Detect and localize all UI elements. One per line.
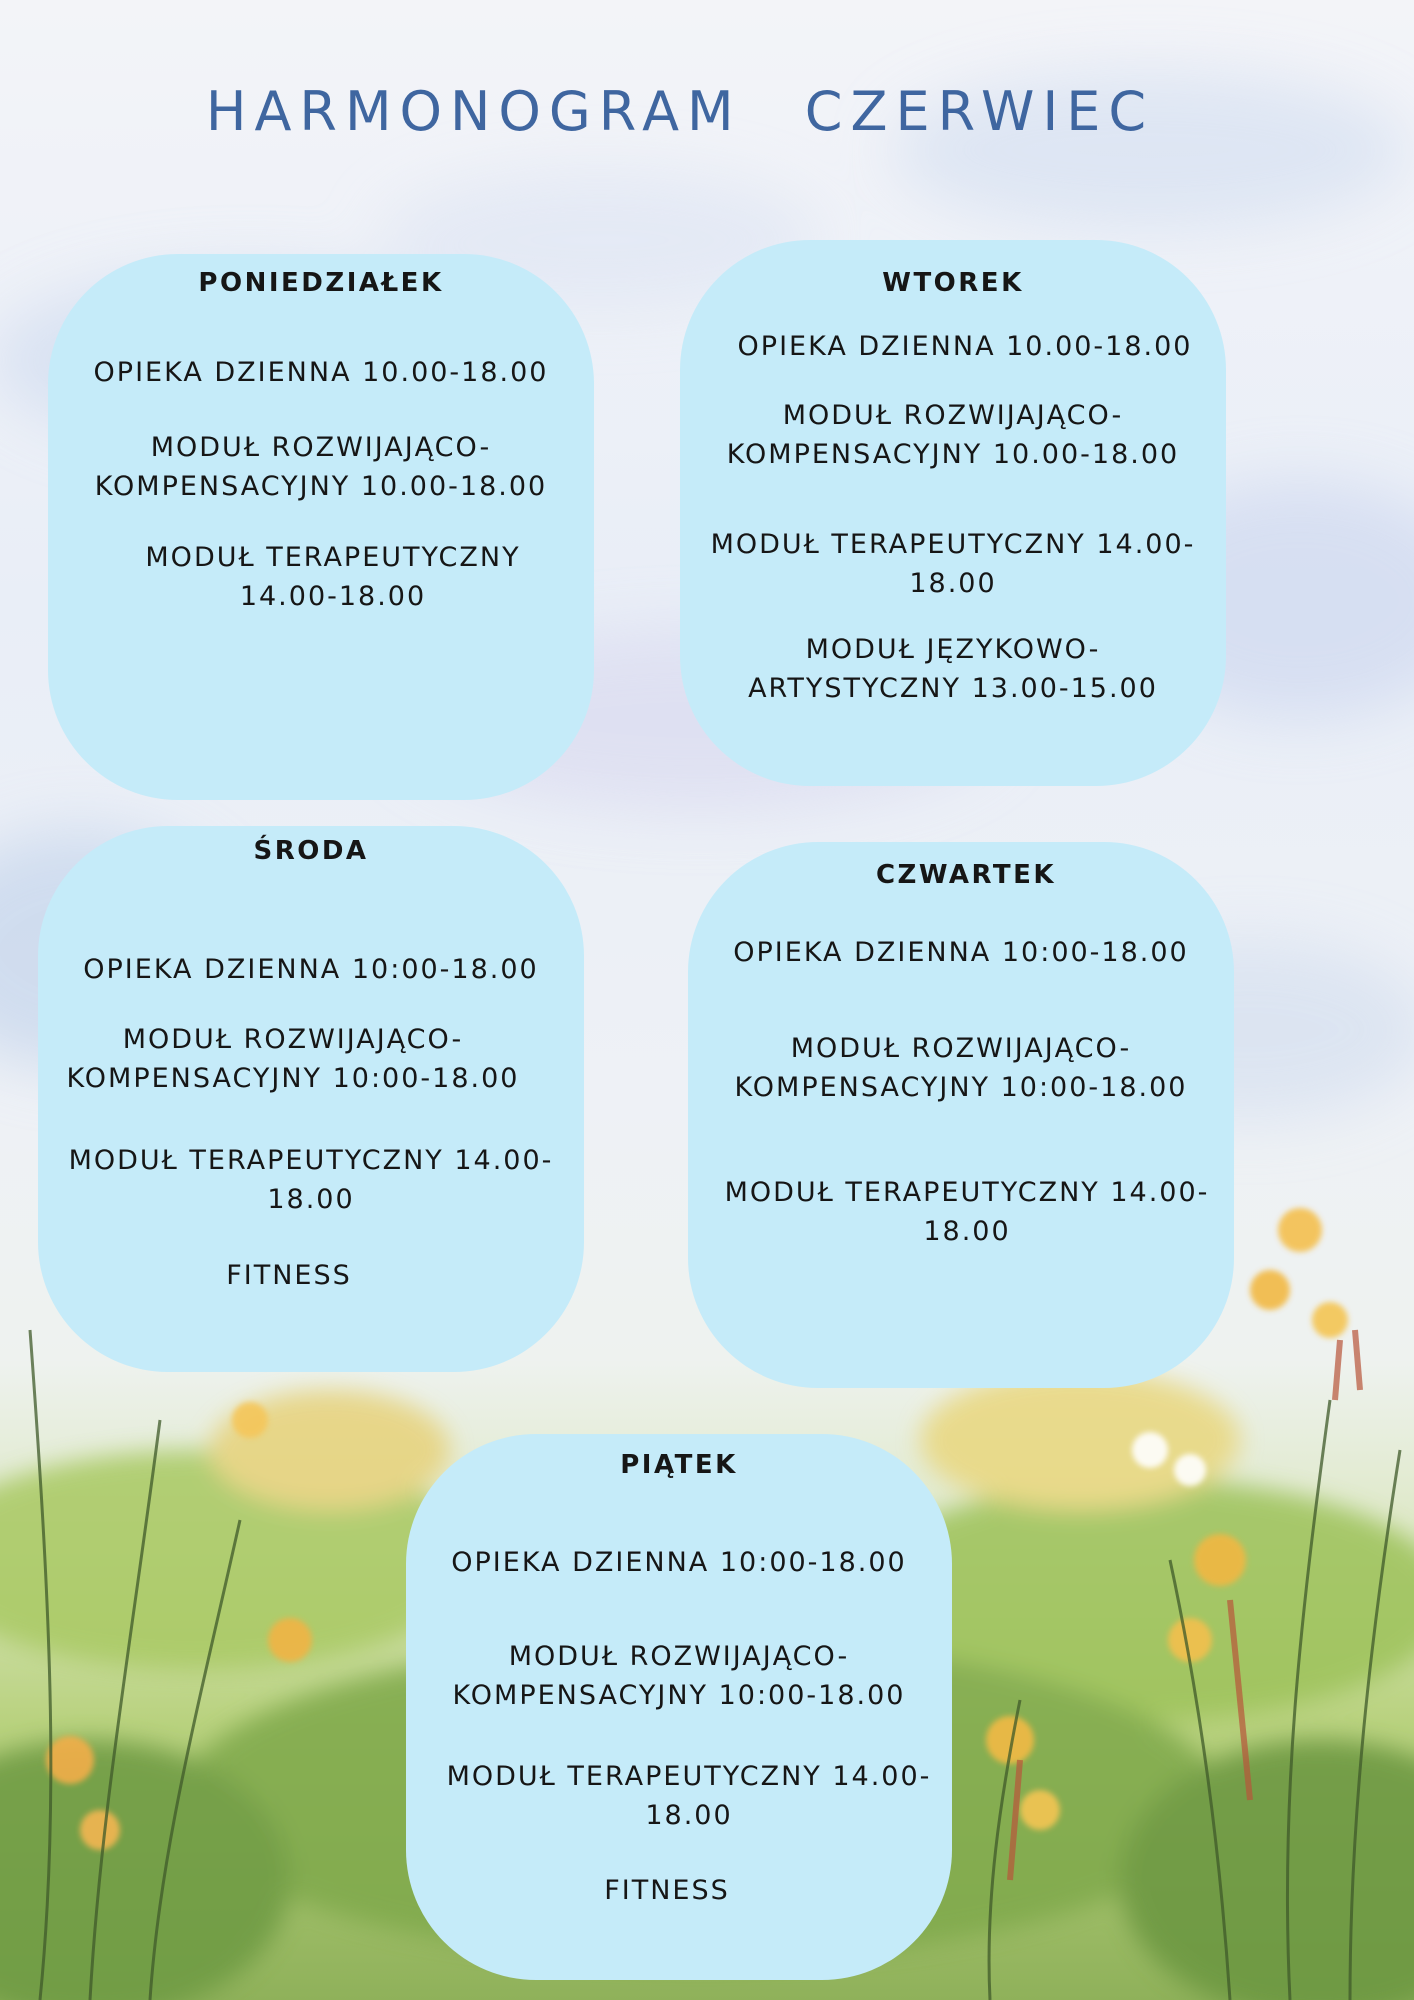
day-card-thursday [688, 842, 1234, 1388]
day-card-tuesday [680, 240, 1226, 786]
schedule-entry: FITNESS [604, 1875, 730, 1906]
schedule-entry: MODUŁ ROZWIJAJĄCO- KOMPENSACYJNY 10:00-18.00 [734, 1033, 1188, 1103]
day-title: CZWARTEK [875, 860, 1057, 890]
schedule-entry: MODUŁ TERAPEUTYCZNY 14.00-18.00 [145, 542, 521, 612]
schedule-entry: MODUŁ TERAPEUTYCZNY 14.00- 18.00 [68, 1145, 554, 1215]
schedule-entry: OPIEKA DZIENNA 10:00-18.00 [451, 1547, 907, 1578]
schedule-entry: MODUŁ TERAPEUTYCZNY 14.00- 18.00 [724, 1177, 1210, 1247]
day-card-wednesday [38, 826, 584, 1372]
page-title: HARMONOGRAM CZERWIEC [205, 80, 1155, 143]
schedule-entry: OPIEKA DZIENNA 10:00-18.00 [733, 937, 1189, 968]
schedule-entry: MODUŁ ROZWIJAJĄCO- KOMPENSACYJNY 10.00-18.00 [726, 400, 1180, 470]
schedule-entry: FITNESS [226, 1260, 352, 1291]
schedule-entry: OPIEKA DZIENNA 10.00-18.00 [93, 357, 549, 388]
schedule-entry: MODUŁ ROZWIJAJĄCO- KOMPENSACYJNY 10:00-18.00 [452, 1641, 906, 1711]
day-card-monday [48, 254, 594, 800]
day-title: PONIEDZIAŁEK [198, 268, 444, 298]
day-card-friday [406, 1434, 952, 1980]
schedule-entry: MODUŁ TERAPEUTYCZNY 14.00- 18.00 [710, 529, 1196, 599]
schedule-entry: MODUŁ JĘZYKOWO- ARTYSTYCZNY 13.00-15.00 [748, 634, 1158, 704]
schedule-entry: MODUŁ TERAPEUTYCZNY 14.00- 18.00 [446, 1761, 932, 1831]
schedule-entry: OPIEKA DZIENNA 10:00-18.00 [83, 954, 539, 985]
schedule-entry: MODUŁ ROZWIJAJĄCO- KOMPENSACYJNY 10:00-18.00 [66, 1024, 520, 1094]
day-title: WTOREK [882, 268, 1024, 298]
schedule-entry: MODUŁ ROZWIJAJĄCO- KOMPENSACYJNY 10.00-18.00 [94, 432, 548, 502]
day-title: ŚRODA [253, 836, 369, 866]
day-title: PIĄTEK [620, 1450, 738, 1480]
schedule-entry: OPIEKA DZIENNA 10.00-18.00 [737, 331, 1193, 362]
